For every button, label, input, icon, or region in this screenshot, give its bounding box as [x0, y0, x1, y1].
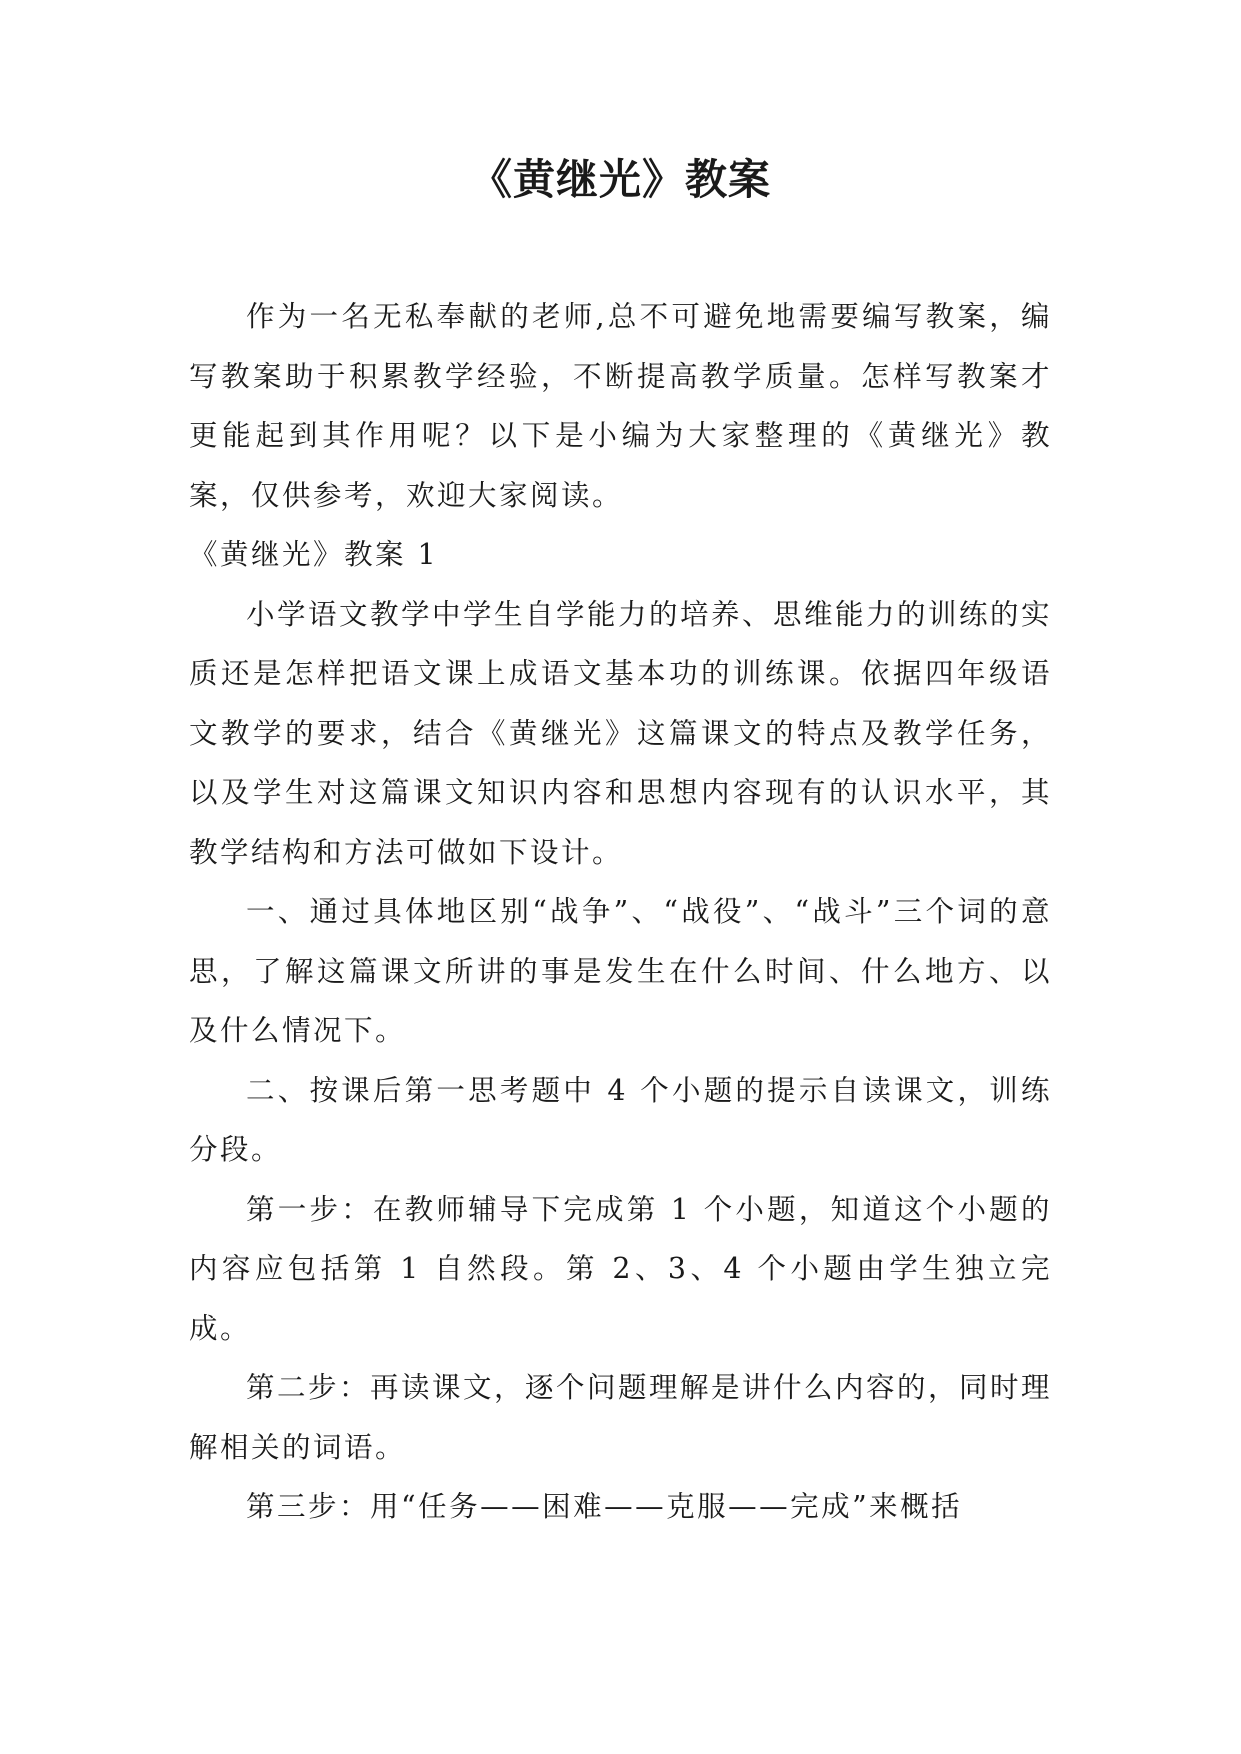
- document-body: [189, 287, 1052, 1537]
- body-paragraph-3: 二、按课后第一思考题中 4 个小题的提示自读课文，训练分段。: [189, 1073, 1052, 1166]
- body-paragraph-1: 小学语文教学中学生自学能力的培养、思维能力的训练的实质还是怎样把语文课上成语文基本功的训练课。依据四年级语文教学的要求，结合《黄继光》这篇课文的特点及教学任务，以及学生对这篇课文知识内容和思想内容现有的认识水平，其教学结构和方法可做如下设计。: [189, 597, 1053, 869]
- document-title: 《黄继光》教案: [469, 155, 771, 204]
- body-paragraph-5: 第二步：再读课文，逐个问题理解是讲什么内容的，同时理解相关的词语。: [189, 1371, 1053, 1464]
- body-paragraph-2: 一、通过具体地区别“战争”、“战役”、“战斗”三个词的意思，了解这篇课文所讲的事是发生在什么时间、什么地方、以及什么情况下。: [189, 895, 1052, 1047]
- body-paragraph-4: 第一步：在教师辅导下完成第 1 个小题，知道这个小题的内容应包括第 1 自然段。第 2、3、4 个小题由学生独立完成。: [189, 1192, 1052, 1345]
- section-heading: 《黄继光》教案 1: [189, 538, 439, 571]
- body-paragraph-6: 第三步：用“任务——困难——克服——完成”来概括: [246, 1490, 963, 1523]
- intro-paragraph: 作为一名无私奉献的老师,总不可避免地需要编写教案，编写教案助于积累教学经验，不断提高教学质量。怎样写教案才更能起到其作用呢？以下是小编为大家整理的《黄继光》教案，仅供参考，欢迎大家阅读。: [189, 300, 1052, 512]
